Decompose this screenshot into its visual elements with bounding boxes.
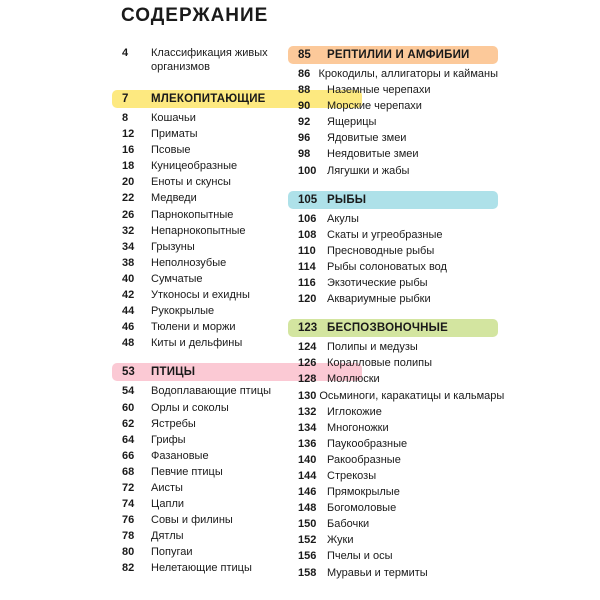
- toc-entry[interactable]: [288, 452, 498, 468]
- entry-page-number: 22: [122, 192, 135, 205]
- entry-page-number: 100: [298, 164, 317, 177]
- toc-entry[interactable]: [288, 371, 498, 387]
- entry-label: Скаты и угреобразные: [327, 228, 443, 241]
- entry-page-number: 12: [122, 128, 135, 141]
- toc-entry[interactable]: [288, 291, 498, 307]
- entry-page-number: 96: [298, 132, 311, 145]
- toc-entry[interactable]: [288, 114, 498, 130]
- entry-page-number: 32: [122, 224, 135, 237]
- entry-page-number: 134: [298, 421, 317, 434]
- entry-page-number: 116: [298, 277, 316, 290]
- entry-label: Тюлени и моржи: [151, 321, 236, 334]
- entry-label: Ракообразные: [327, 453, 401, 466]
- entry-page-number: 80: [122, 546, 135, 559]
- entry-label: Ящерицы: [327, 116, 377, 129]
- toc-section: [288, 319, 505, 580]
- toc-entry[interactable]: [288, 211, 498, 227]
- entry-page-number: 40: [122, 272, 135, 285]
- section-header[interactable]: [288, 46, 498, 64]
- entry-label: Моллюски: [327, 373, 380, 386]
- entry-label: Сумчатые: [151, 272, 203, 285]
- entry-page-number: 18: [122, 160, 135, 173]
- section-header[interactable]: [288, 191, 498, 209]
- entry-page-number: 98: [298, 148, 311, 161]
- entry-label: Полипы и медузы: [327, 341, 418, 354]
- toc-entry[interactable]: [288, 227, 498, 243]
- entry-label: Стрекозы: [327, 469, 377, 482]
- entry-label: Попугаи: [151, 546, 193, 559]
- toc-entry[interactable]: [288, 66, 498, 82]
- entry-page-number: 62: [122, 417, 135, 430]
- entry-page-number: 78: [122, 530, 135, 543]
- entry-label: Крокодилы, аллигаторы и кайманы: [318, 68, 498, 80]
- entry-label: Прямокрылые: [327, 486, 400, 499]
- entry-page-number: 34: [122, 240, 135, 253]
- entry-page-number: 92: [298, 116, 311, 129]
- toc-entry[interactable]: [288, 130, 498, 146]
- toc-entry[interactable]: [288, 548, 498, 564]
- toc-entry[interactable]: [288, 436, 498, 452]
- entry-page-number: 8: [122, 112, 129, 124]
- toc-entry[interactable]: [288, 275, 498, 291]
- toc-entry[interactable]: [288, 98, 498, 114]
- toc-column-right: [288, 46, 505, 593]
- entry-page-number: 126: [298, 357, 317, 370]
- entry-label: Киты и дельфины: [151, 337, 243, 350]
- entry-page-number: 66: [122, 449, 135, 462]
- entry-page-number: 74: [122, 498, 135, 511]
- toc-entry[interactable]: [288, 259, 498, 275]
- entry-label: Фазановые: [151, 449, 209, 462]
- entry-label: Аквариумные рыбки: [327, 293, 431, 306]
- entry-label: Лягушки и жабы: [327, 164, 410, 177]
- entry-page-number: 72: [122, 481, 135, 494]
- entry-label: Акулы: [327, 212, 359, 225]
- toc-entry[interactable]: [288, 146, 498, 162]
- entry-label: Кошачьи: [151, 112, 196, 124]
- toc-entry[interactable]: [288, 243, 498, 259]
- page-title: СОДЕРЖАНИЕ: [121, 5, 269, 26]
- entry-label: Пчелы и осы: [327, 550, 393, 563]
- entry-page-number: 26: [122, 208, 135, 221]
- toc-entry[interactable]: [288, 355, 498, 371]
- entry-page-number: 146: [298, 486, 317, 499]
- entry-label: Утконосы и ехидны: [151, 289, 250, 302]
- entry-label: Коралловые полипы: [327, 357, 433, 370]
- entry-page-number: 82: [122, 562, 135, 575]
- toc-entry[interactable]: [288, 404, 498, 420]
- entry-page-number: 128: [298, 373, 317, 386]
- entry-page-number: 130: [298, 389, 317, 402]
- entry-label: Приматы: [151, 128, 198, 141]
- section-title: РЕПТИЛИИ И АМФИБИИ: [327, 49, 470, 61]
- entry-page-number: 68: [122, 465, 135, 478]
- entry-label: Дятлы: [151, 530, 184, 543]
- entry-page-number: 158: [298, 566, 317, 579]
- entry-page-number: 90: [298, 100, 311, 113]
- entry-label: Жуки: [327, 534, 354, 547]
- section-page-number: 123: [298, 322, 318, 335]
- entry-page-number: 4: [122, 47, 129, 59]
- entry-label: Ядовитые змеи: [327, 132, 407, 145]
- entry-label: Ястребы: [151, 417, 196, 430]
- entry-label: Осьминоги, каракатицы и кальмары: [319, 389, 505, 402]
- entry-label: Паукообразные: [327, 437, 408, 450]
- entry-page-number: 106: [298, 212, 317, 225]
- entry-label: Пресноводные рыбы: [327, 244, 435, 257]
- entry-page-number: 60: [122, 401, 135, 414]
- entry-page-number: 76: [122, 514, 135, 527]
- entry-label: Грифы: [151, 433, 186, 446]
- entry-label: Многоножки: [327, 421, 389, 434]
- entry-page-number: 108: [298, 228, 317, 241]
- entry-label: Парнокопытные: [151, 208, 234, 221]
- entry-label: Водоплавающие птицы: [151, 385, 272, 398]
- toc-entry[interactable]: [288, 163, 498, 179]
- entry-page-number: 136: [298, 437, 317, 450]
- entry-label: Экзотические рыбы: [327, 277, 428, 290]
- section-page-number: 53: [122, 366, 135, 379]
- toc-entry[interactable]: [288, 339, 498, 355]
- entry-label: Муравьи и термиты: [327, 566, 428, 579]
- section-header[interactable]: [288, 319, 498, 337]
- toc-entry[interactable]: [288, 468, 498, 484]
- section-page-number: 7: [122, 93, 129, 105]
- section-page-number: 85: [298, 49, 311, 61]
- entry-label: Классификация живых организмов: [151, 47, 268, 73]
- toc-section: [288, 191, 498, 308]
- entry-label: Непарнокопытные: [151, 224, 246, 237]
- entry-page-number: 88: [298, 84, 311, 97]
- entry-label: Грызуны: [151, 240, 195, 253]
- entry-label: Нелетающие птицы: [151, 562, 252, 575]
- section-title: БЕСПОЗВОНОЧНЫЕ: [327, 322, 448, 335]
- entry-page-number: 86: [298, 68, 311, 80]
- entry-page-number: 120: [298, 293, 317, 306]
- entry-page-number: 44: [122, 305, 135, 318]
- entry-label: Рукокрылые: [151, 305, 215, 318]
- section-title: ПТИЦЫ: [151, 366, 196, 379]
- entry-label: Орлы и соколы: [151, 401, 229, 414]
- toc-section: [288, 46, 498, 179]
- entry-page-number: 152: [298, 534, 317, 547]
- entry-page-number: 20: [122, 176, 135, 189]
- entry-label: Совы и филины: [151, 514, 233, 527]
- entry-page-number: 144: [298, 469, 317, 482]
- entry-label: Морские черепахи: [327, 100, 422, 113]
- entry-page-number: 156: [298, 550, 317, 563]
- entry-label: Еноты и скунсы: [151, 176, 231, 189]
- entry-label: Наземные черепахи: [327, 84, 431, 97]
- entry-page-number: 110: [298, 244, 316, 257]
- entry-label: Неядовитые змеи: [327, 148, 419, 161]
- entry-page-number: 114: [298, 260, 316, 273]
- entry-page-number: 140: [298, 453, 317, 466]
- toc-entry[interactable]: [288, 516, 498, 532]
- section-page-number: 105: [298, 193, 318, 206]
- entry-label: Аисты: [151, 481, 183, 494]
- toc-entry[interactable]: [288, 532, 498, 548]
- entry-label: Бабочки: [327, 518, 370, 531]
- entry-page-number: 46: [122, 321, 135, 334]
- toc-entry[interactable]: [288, 388, 505, 404]
- section-title: МЛЕКОПИТАЮЩИЕ: [151, 93, 266, 105]
- entry-label: Цапли: [151, 498, 185, 511]
- entry-label: Неполнозубые: [151, 256, 227, 269]
- entry-page-number: 150: [298, 518, 317, 531]
- section-title: РЫБЫ: [327, 193, 367, 206]
- entry-page-number: 38: [122, 256, 135, 269]
- entry-page-number: 42: [122, 289, 135, 302]
- toc-entry[interactable]: [288, 420, 498, 436]
- entry-page-number: 124: [298, 341, 317, 354]
- toc-entry[interactable]: [288, 565, 498, 581]
- entry-label: Певчие птицы: [151, 465, 223, 478]
- entry-page-number: 54: [122, 385, 135, 398]
- toc-entry[interactable]: [288, 484, 498, 500]
- entry-page-number: 148: [298, 502, 317, 515]
- entry-label: Богомоловые: [327, 502, 397, 515]
- entry-label: Иглокожие: [327, 405, 382, 418]
- toc-entry[interactable]: [288, 500, 498, 516]
- entry-label: Рыбы солоноватых вод: [327, 260, 447, 273]
- entry-page-number: 48: [122, 337, 135, 350]
- entry-page-number: 64: [122, 433, 135, 446]
- entry-label: Медведи: [151, 192, 197, 205]
- entry-label: Псовые: [151, 144, 191, 157]
- entry-label: Куницеобразные: [151, 160, 238, 173]
- entry-page-number: 132: [298, 405, 317, 418]
- toc-entry[interactable]: [288, 82, 498, 98]
- entry-page-number: 16: [122, 144, 135, 157]
